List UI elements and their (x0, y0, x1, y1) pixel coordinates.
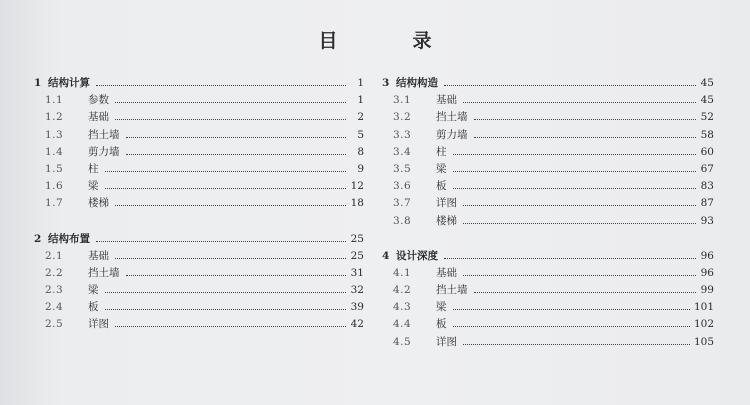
entry-number: 1.7 (45, 197, 64, 210)
entry-label: 板 (436, 180, 447, 193)
entry-number: 3.4 (393, 145, 412, 158)
entry-page-number: 2 (357, 111, 364, 124)
entry-number: 4.1 (393, 266, 412, 279)
entry-number: 1.1 (45, 94, 64, 107)
dot-leader (126, 137, 347, 138)
entry-label: 结构构造 (396, 77, 438, 89)
entry-number: 2.4 (45, 301, 64, 314)
entry-label: 剪力墙 (88, 145, 120, 158)
entry-label: 柱 (88, 162, 99, 175)
entry-page-number: 39 (350, 301, 364, 314)
entry-label: 设计深度 (396, 249, 438, 262)
entry-label: 梁 (88, 284, 99, 297)
entry-number: 3.6 (393, 180, 412, 193)
toc-section-entry[interactable] (382, 334, 714, 351)
entry-number: 3.1 (393, 94, 412, 107)
entry-page-number: 101 (693, 301, 714, 314)
entry-label: 挡土墙 (436, 284, 468, 297)
toc-section-entry[interactable] (382, 299, 714, 316)
toc-section-entry[interactable] (382, 282, 714, 299)
toc-section-entry[interactable] (34, 161, 364, 178)
entry-label: 楼梯 (436, 214, 457, 227)
entry-page-number: 1 (357, 94, 364, 107)
entry-page-number: 58 (700, 128, 714, 141)
toc-chapter-entry[interactable] (34, 231, 364, 248)
dot-leader (115, 258, 346, 259)
dot-leader (96, 85, 346, 86)
entry-number: 4 (382, 249, 390, 262)
entry-number: 1.4 (45, 145, 64, 158)
toc-section-entry[interactable] (382, 161, 714, 178)
entry-label: 结构计算 (48, 77, 90, 89)
dot-leader (96, 241, 346, 242)
entry-page-number: 99 (700, 284, 714, 297)
section-gap (34, 213, 364, 231)
toc-section-entry[interactable] (34, 144, 364, 161)
page-title: 目 录 (318, 30, 460, 52)
entry-number: 2.1 (45, 249, 64, 262)
entry-page-number: 102 (693, 318, 714, 331)
entry-page-number: 8 (357, 145, 364, 158)
dot-leader (453, 326, 690, 327)
entry-label: 梁 (88, 180, 99, 193)
entry-label: 详图 (436, 197, 457, 210)
dot-leader (474, 119, 697, 120)
toc-section-entry[interactable] (34, 265, 364, 282)
entry-number: 4.3 (393, 301, 412, 314)
dot-leader (453, 188, 697, 189)
entry-number: 2 (34, 232, 42, 245)
entry-label: 柱 (436, 145, 447, 158)
entry-page-number: 5 (357, 128, 364, 141)
entry-page-number: 96 (700, 249, 714, 262)
entry-number: 4.4 (393, 318, 412, 331)
entry-page-number: 25 (350, 232, 364, 245)
entry-page-number: 83 (700, 180, 714, 193)
dot-leader (463, 205, 696, 206)
entry-page-number: 52 (700, 111, 714, 124)
entry-label: 基础 (88, 249, 109, 262)
entry-label: 梁 (436, 162, 447, 175)
dot-leader (444, 85, 696, 86)
entry-number: 1 (34, 77, 42, 89)
entry-page-number: 93 (700, 214, 714, 227)
dot-leader (115, 326, 346, 327)
entry-page-number: 105 (693, 335, 714, 348)
toc-section-entry[interactable] (34, 109, 364, 126)
toc-column-right (382, 75, 714, 351)
entry-page-number: 9 (357, 162, 364, 175)
dot-leader (474, 292, 697, 293)
entry-label: 挡土墙 (436, 111, 468, 124)
entry-page-number: 31 (350, 266, 364, 279)
toc-column-left (34, 75, 364, 334)
entry-number: 3.7 (393, 197, 412, 210)
entry-label: 剪力墙 (436, 128, 468, 141)
entry-number: 3.2 (393, 111, 412, 124)
entry-page-number: 45 (700, 77, 714, 89)
toc-section-entry[interactable] (382, 92, 714, 109)
toc-section-entry[interactable] (34, 178, 364, 195)
entry-page-number: 96 (700, 266, 714, 279)
toc-section-entry[interactable] (382, 144, 714, 161)
entry-page-number: 60 (700, 145, 714, 158)
dot-leader (463, 102, 696, 103)
toc-section-entry[interactable] (382, 195, 714, 212)
dot-leader (115, 119, 346, 120)
entry-page-number: 12 (350, 180, 364, 193)
entry-page-number: 42 (350, 318, 364, 331)
dot-leader (444, 258, 696, 259)
toc-section-entry[interactable] (382, 127, 714, 144)
dot-leader (126, 154, 347, 155)
entry-label: 参数 (88, 94, 109, 107)
dot-leader (474, 137, 697, 138)
entry-number: 4.5 (393, 335, 412, 348)
entry-label: 详图 (436, 335, 457, 348)
entry-label: 楼梯 (88, 197, 109, 210)
dot-leader (463, 223, 696, 224)
dot-leader (453, 154, 697, 155)
entry-number: 4.2 (393, 284, 412, 297)
dot-leader (463, 344, 690, 345)
entry-page-number: 1 (357, 77, 364, 89)
entry-label: 基础 (436, 266, 457, 279)
toc-section-entry[interactable] (34, 127, 364, 144)
dot-leader (105, 292, 347, 293)
entry-number: 1.2 (45, 111, 64, 124)
dot-leader (463, 275, 696, 276)
toc-section-entry[interactable] (382, 178, 714, 195)
dot-leader (115, 205, 346, 206)
toc-section-entry[interactable] (34, 299, 364, 316)
dot-leader (105, 171, 347, 172)
entry-label: 挡土墙 (88, 128, 120, 141)
dot-leader (105, 309, 347, 310)
entry-number: 1.5 (45, 162, 64, 175)
entry-number: 2.3 (45, 284, 64, 297)
toc-section-entry[interactable] (382, 316, 714, 333)
entry-page-number: 45 (700, 94, 714, 107)
dot-leader (105, 188, 347, 189)
entry-label: 详图 (88, 318, 109, 331)
toc-chapter-entry[interactable] (34, 75, 364, 92)
entry-page-number: 18 (350, 197, 364, 210)
dot-leader (115, 102, 346, 103)
toc-section-entry[interactable] (34, 195, 364, 212)
entry-number: 1.6 (45, 180, 64, 193)
toc-section-entry[interactable] (34, 248, 364, 265)
entry-page-number: 87 (700, 197, 714, 210)
toc-chapter-entry[interactable] (382, 75, 714, 92)
entry-label: 基础 (436, 94, 457, 107)
toc-chapter-entry[interactable] (382, 248, 714, 265)
toc-section-entry[interactable] (382, 213, 714, 230)
section-gap (382, 230, 714, 248)
entry-label: 基础 (88, 111, 109, 124)
entry-page-number: 25 (350, 249, 364, 262)
dot-leader (126, 275, 347, 276)
toc-section-entry[interactable] (382, 265, 714, 282)
toc-section-entry[interactable] (34, 282, 364, 299)
entry-number: 2.5 (45, 318, 64, 331)
entry-number: 2.2 (45, 266, 64, 279)
toc-section-entry[interactable] (34, 316, 364, 333)
entry-label: 梁 (436, 301, 447, 314)
entry-page-number: 32 (350, 284, 364, 297)
toc-section-entry[interactable] (34, 92, 364, 109)
entry-page-number: 67 (700, 162, 714, 175)
entry-number: 3.8 (393, 214, 412, 227)
entry-number: 3.5 (393, 162, 412, 175)
entry-number: 3.3 (393, 128, 412, 141)
entry-label: 板 (436, 318, 447, 331)
entry-label: 挡土墙 (88, 266, 120, 279)
dot-leader (453, 309, 690, 310)
toc-section-entry[interactable] (382, 109, 714, 126)
entry-label: 结构布置 (48, 232, 90, 245)
entry-number: 3 (382, 77, 390, 89)
entry-label: 板 (88, 301, 99, 314)
dot-leader (453, 171, 697, 172)
entry-number: 1.3 (45, 128, 64, 141)
